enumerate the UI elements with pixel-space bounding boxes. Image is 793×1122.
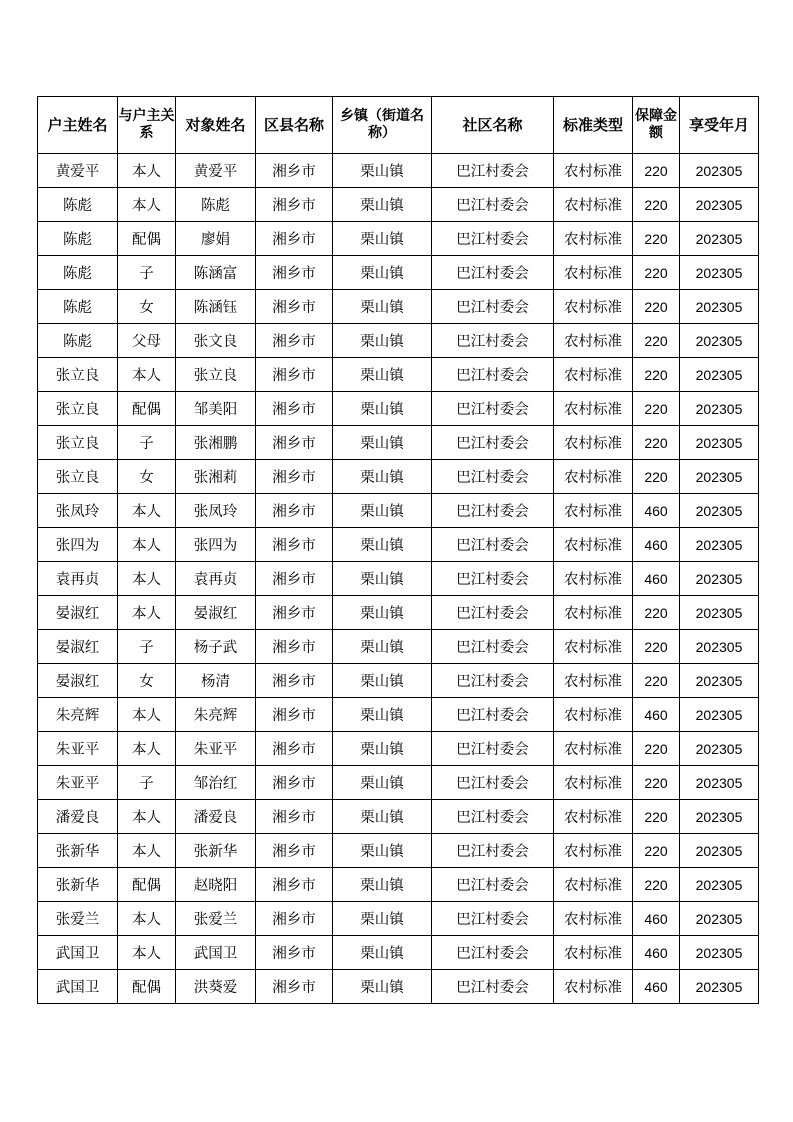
table-row	[38, 528, 759, 562]
table-row	[38, 732, 759, 766]
cell-community: 巴江村委会	[432, 290, 554, 324]
cell-community: 巴江村委会	[432, 324, 554, 358]
cell-standard: 农村标准	[554, 188, 633, 222]
cell-household-head: 朱亮辉	[38, 698, 118, 732]
cell-county: 湘乡市	[256, 970, 333, 1004]
cell-month: 202305	[680, 596, 759, 630]
cell-town: 栗山镇	[333, 970, 432, 1004]
cell-community: 巴江村委会	[432, 664, 554, 698]
cell-household-head: 袁再贞	[38, 562, 118, 596]
cell-county: 湘乡市	[256, 256, 333, 290]
cell-relation: 本人	[118, 358, 176, 392]
cell-county: 湘乡市	[256, 188, 333, 222]
cell-relation: 女	[118, 290, 176, 324]
cell-amount: 220	[633, 834, 680, 868]
cell-county: 湘乡市	[256, 358, 333, 392]
cell-month: 202305	[680, 732, 759, 766]
cell-amount: 460	[633, 970, 680, 1004]
cell-county: 湘乡市	[256, 902, 333, 936]
cell-town: 栗山镇	[333, 664, 432, 698]
cell-standard: 农村标准	[554, 732, 633, 766]
cell-community: 巴江村委会	[432, 596, 554, 630]
cell-month: 202305	[680, 766, 759, 800]
cell-town: 栗山镇	[333, 732, 432, 766]
cell-person: 张凤玲	[176, 494, 256, 528]
cell-standard: 农村标准	[554, 800, 633, 834]
cell-amount: 460	[633, 528, 680, 562]
table-row	[38, 596, 759, 630]
cell-standard: 农村标准	[554, 902, 633, 936]
cell-standard: 农村标准	[554, 562, 633, 596]
cell-town: 栗山镇	[333, 324, 432, 358]
cell-person: 邹治红	[176, 766, 256, 800]
cell-amount: 220	[633, 800, 680, 834]
table-header	[38, 97, 759, 154]
cell-person: 朱亮辉	[176, 698, 256, 732]
cell-household-head: 武国卫	[38, 936, 118, 970]
table-row	[38, 766, 759, 800]
cell-person: 张湘鹏	[176, 426, 256, 460]
cell-household-head: 陈彪	[38, 290, 118, 324]
cell-community: 巴江村委会	[432, 188, 554, 222]
cell-household-head: 张立良	[38, 426, 118, 460]
cell-month: 202305	[680, 698, 759, 732]
cell-community: 巴江村委会	[432, 358, 554, 392]
cell-standard: 农村标准	[554, 494, 633, 528]
cell-community: 巴江村委会	[432, 426, 554, 460]
cell-community: 巴江村委会	[432, 766, 554, 800]
cell-month: 202305	[680, 324, 759, 358]
cell-amount: 220	[633, 358, 680, 392]
cell-town: 栗山镇	[333, 698, 432, 732]
cell-standard: 农村标准	[554, 936, 633, 970]
cell-amount: 220	[633, 392, 680, 426]
cell-town: 栗山镇	[333, 596, 432, 630]
cell-amount: 220	[633, 868, 680, 902]
cell-relation: 本人	[118, 494, 176, 528]
cell-standard: 农村标准	[554, 596, 633, 630]
cell-amount: 220	[633, 732, 680, 766]
cell-relation: 本人	[118, 936, 176, 970]
cell-county: 湘乡市	[256, 324, 333, 358]
cell-community: 巴江村委会	[432, 800, 554, 834]
cell-month: 202305	[680, 630, 759, 664]
cell-person: 杨子武	[176, 630, 256, 664]
cell-relation: 子	[118, 630, 176, 664]
cell-community: 巴江村委会	[432, 562, 554, 596]
cell-community: 巴江村委会	[432, 256, 554, 290]
cell-household-head: 张新华	[38, 868, 118, 902]
cell-amount: 220	[633, 290, 680, 324]
cell-standard: 农村标准	[554, 766, 633, 800]
cell-community: 巴江村委会	[432, 630, 554, 664]
table-row	[38, 664, 759, 698]
cell-town: 栗山镇	[333, 256, 432, 290]
cell-community: 巴江村委会	[432, 868, 554, 902]
cell-county: 湘乡市	[256, 562, 333, 596]
cell-month: 202305	[680, 494, 759, 528]
cell-standard: 农村标准	[554, 698, 633, 732]
cell-person: 张四为	[176, 528, 256, 562]
table-row	[38, 358, 759, 392]
table-row	[38, 834, 759, 868]
cell-person: 陈彪	[176, 188, 256, 222]
cell-household-head: 张立良	[38, 392, 118, 426]
cell-relation: 子	[118, 766, 176, 800]
cell-amount: 460	[633, 494, 680, 528]
cell-person: 张湘莉	[176, 460, 256, 494]
cell-amount: 220	[633, 256, 680, 290]
cell-month: 202305	[680, 426, 759, 460]
cell-standard: 农村标准	[554, 528, 633, 562]
cell-amount: 220	[633, 630, 680, 664]
header-month: 享受年月	[680, 97, 759, 154]
cell-relation: 本人	[118, 902, 176, 936]
cell-amount: 460	[633, 936, 680, 970]
cell-month: 202305	[680, 868, 759, 902]
cell-household-head: 朱亚平	[38, 732, 118, 766]
cell-household-head: 陈彪	[38, 188, 118, 222]
cell-person: 廖娟	[176, 222, 256, 256]
cell-household-head: 张立良	[38, 460, 118, 494]
cell-standard: 农村标准	[554, 460, 633, 494]
cell-town: 栗山镇	[333, 290, 432, 324]
cell-relation: 本人	[118, 732, 176, 766]
cell-community: 巴江村委会	[432, 154, 554, 188]
header-county: 区县名称	[256, 97, 333, 154]
cell-town: 栗山镇	[333, 902, 432, 936]
cell-household-head: 陈彪	[38, 222, 118, 256]
cell-month: 202305	[680, 528, 759, 562]
cell-town: 栗山镇	[333, 426, 432, 460]
cell-community: 巴江村委会	[432, 494, 554, 528]
cell-county: 湘乡市	[256, 596, 333, 630]
cell-household-head: 张爱兰	[38, 902, 118, 936]
cell-community: 巴江村委会	[432, 732, 554, 766]
cell-community: 巴江村委会	[432, 970, 554, 1004]
table-row	[38, 630, 759, 664]
cell-standard: 农村标准	[554, 256, 633, 290]
cell-relation: 配偶	[118, 222, 176, 256]
table-row	[38, 392, 759, 426]
cell-community: 巴江村委会	[432, 834, 554, 868]
cell-town: 栗山镇	[333, 528, 432, 562]
cell-month: 202305	[680, 188, 759, 222]
cell-county: 湘乡市	[256, 222, 333, 256]
cell-relation: 子	[118, 256, 176, 290]
table-row	[38, 154, 759, 188]
cell-town: 栗山镇	[333, 460, 432, 494]
cell-standard: 农村标准	[554, 426, 633, 460]
cell-relation: 子	[118, 426, 176, 460]
cell-county: 湘乡市	[256, 732, 333, 766]
cell-relation: 本人	[118, 154, 176, 188]
cell-person: 洪葵爱	[176, 970, 256, 1004]
cell-standard: 农村标准	[554, 970, 633, 1004]
table-row	[38, 698, 759, 732]
table-body	[38, 154, 759, 1004]
cell-month: 202305	[680, 800, 759, 834]
cell-county: 湘乡市	[256, 834, 333, 868]
cell-relation: 本人	[118, 562, 176, 596]
cell-standard: 农村标准	[554, 392, 633, 426]
table-row	[38, 324, 759, 358]
header-row	[38, 97, 759, 154]
cell-household-head: 张四为	[38, 528, 118, 562]
cell-town: 栗山镇	[333, 392, 432, 426]
cell-town: 栗山镇	[333, 562, 432, 596]
cell-person: 陈涵富	[176, 256, 256, 290]
cell-person: 杨清	[176, 664, 256, 698]
cell-month: 202305	[680, 834, 759, 868]
cell-county: 湘乡市	[256, 800, 333, 834]
cell-community: 巴江村委会	[432, 222, 554, 256]
header-household-head: 户主姓名	[38, 97, 118, 154]
cell-person: 邹美阳	[176, 392, 256, 426]
cell-amount: 220	[633, 426, 680, 460]
cell-household-head: 朱亚平	[38, 766, 118, 800]
cell-month: 202305	[680, 902, 759, 936]
cell-amount: 220	[633, 222, 680, 256]
cell-amount: 220	[633, 596, 680, 630]
cell-month: 202305	[680, 460, 759, 494]
cell-relation: 女	[118, 664, 176, 698]
cell-month: 202305	[680, 664, 759, 698]
cell-household-head: 武国卫	[38, 970, 118, 1004]
cell-amount: 220	[633, 664, 680, 698]
cell-amount: 460	[633, 902, 680, 936]
cell-standard: 农村标准	[554, 834, 633, 868]
cell-community: 巴江村委会	[432, 698, 554, 732]
table-row	[38, 494, 759, 528]
cell-household-head: 晏淑红	[38, 630, 118, 664]
cell-community: 巴江村委会	[432, 936, 554, 970]
cell-standard: 农村标准	[554, 154, 633, 188]
cell-standard: 农村标准	[554, 664, 633, 698]
cell-household-head: 黄爱平	[38, 154, 118, 188]
cell-town: 栗山镇	[333, 800, 432, 834]
cell-amount: 220	[633, 154, 680, 188]
cell-household-head: 张新华	[38, 834, 118, 868]
cell-county: 湘乡市	[256, 460, 333, 494]
cell-month: 202305	[680, 154, 759, 188]
table-row	[38, 290, 759, 324]
cell-household-head: 陈彪	[38, 256, 118, 290]
cell-household-head: 晏淑红	[38, 596, 118, 630]
cell-amount: 220	[633, 188, 680, 222]
cell-household-head: 陈彪	[38, 324, 118, 358]
cell-county: 湘乡市	[256, 664, 333, 698]
cell-amount: 220	[633, 324, 680, 358]
cell-community: 巴江村委会	[432, 902, 554, 936]
cell-person: 张立良	[176, 358, 256, 392]
header-relation: 与户主关系	[118, 97, 176, 154]
table-row	[38, 902, 759, 936]
cell-relation: 女	[118, 460, 176, 494]
cell-relation: 本人	[118, 528, 176, 562]
cell-relation: 本人	[118, 834, 176, 868]
cell-person: 朱亚平	[176, 732, 256, 766]
cell-household-head: 张立良	[38, 358, 118, 392]
cell-month: 202305	[680, 970, 759, 1004]
cell-household-head: 潘爱良	[38, 800, 118, 834]
cell-county: 湘乡市	[256, 868, 333, 902]
cell-amount: 460	[633, 562, 680, 596]
table-row	[38, 460, 759, 494]
cell-relation: 本人	[118, 596, 176, 630]
cell-county: 湘乡市	[256, 494, 333, 528]
cell-amount: 220	[633, 766, 680, 800]
cell-standard: 农村标准	[554, 358, 633, 392]
cell-amount: 220	[633, 460, 680, 494]
cell-town: 栗山镇	[333, 936, 432, 970]
table-row	[38, 188, 759, 222]
table-row	[38, 222, 759, 256]
cell-month: 202305	[680, 256, 759, 290]
cell-standard: 农村标准	[554, 630, 633, 664]
cell-relation: 本人	[118, 698, 176, 732]
cell-town: 栗山镇	[333, 766, 432, 800]
cell-town: 栗山镇	[333, 834, 432, 868]
cell-month: 202305	[680, 222, 759, 256]
cell-town: 栗山镇	[333, 154, 432, 188]
table-row	[38, 936, 759, 970]
table-row	[38, 868, 759, 902]
cell-standard: 农村标准	[554, 868, 633, 902]
cell-person: 晏淑红	[176, 596, 256, 630]
cell-household-head: 张凤玲	[38, 494, 118, 528]
cell-amount: 460	[633, 698, 680, 732]
cell-month: 202305	[680, 936, 759, 970]
cell-month: 202305	[680, 290, 759, 324]
cell-person: 张文良	[176, 324, 256, 358]
cell-town: 栗山镇	[333, 222, 432, 256]
cell-community: 巴江村委会	[432, 392, 554, 426]
cell-relation: 本人	[118, 188, 176, 222]
table-row	[38, 970, 759, 1004]
cell-county: 湘乡市	[256, 154, 333, 188]
cell-county: 湘乡市	[256, 426, 333, 460]
document-page	[37, 96, 758, 1004]
cell-town: 栗山镇	[333, 494, 432, 528]
cell-relation: 配偶	[118, 392, 176, 426]
header-community: 社区名称	[432, 97, 554, 154]
cell-county: 湘乡市	[256, 936, 333, 970]
cell-relation: 配偶	[118, 868, 176, 902]
cell-town: 栗山镇	[333, 868, 432, 902]
header-town: 乡镇（街道名称）	[333, 97, 432, 154]
cell-county: 湘乡市	[256, 766, 333, 800]
cell-person: 赵晓阳	[176, 868, 256, 902]
cell-person: 袁再贞	[176, 562, 256, 596]
cell-community: 巴江村委会	[432, 460, 554, 494]
cell-standard: 农村标准	[554, 222, 633, 256]
header-amount: 保障金额	[633, 97, 680, 154]
table-row	[38, 800, 759, 834]
cell-community: 巴江村委会	[432, 528, 554, 562]
cell-person: 张爱兰	[176, 902, 256, 936]
cell-month: 202305	[680, 358, 759, 392]
cell-town: 栗山镇	[333, 358, 432, 392]
cell-relation: 父母	[118, 324, 176, 358]
header-person: 对象姓名	[176, 97, 256, 154]
cell-household-head: 晏淑红	[38, 664, 118, 698]
cell-person: 张新华	[176, 834, 256, 868]
header-standard: 标准类型	[554, 97, 633, 154]
cell-town: 栗山镇	[333, 630, 432, 664]
table-row	[38, 426, 759, 460]
cell-person: 黄爱平	[176, 154, 256, 188]
beneficiary-table	[37, 96, 759, 1004]
cell-person: 武国卫	[176, 936, 256, 970]
cell-county: 湘乡市	[256, 290, 333, 324]
table-row	[38, 256, 759, 290]
cell-person: 陈涵钰	[176, 290, 256, 324]
cell-standard: 农村标准	[554, 290, 633, 324]
cell-relation: 本人	[118, 800, 176, 834]
cell-standard: 农村标准	[554, 324, 633, 358]
cell-county: 湘乡市	[256, 698, 333, 732]
cell-county: 湘乡市	[256, 528, 333, 562]
cell-town: 栗山镇	[333, 188, 432, 222]
cell-county: 湘乡市	[256, 392, 333, 426]
table-row	[38, 562, 759, 596]
cell-month: 202305	[680, 392, 759, 426]
cell-relation: 配偶	[118, 970, 176, 1004]
cell-month: 202305	[680, 562, 759, 596]
cell-county: 湘乡市	[256, 630, 333, 664]
cell-person: 潘爱良	[176, 800, 256, 834]
